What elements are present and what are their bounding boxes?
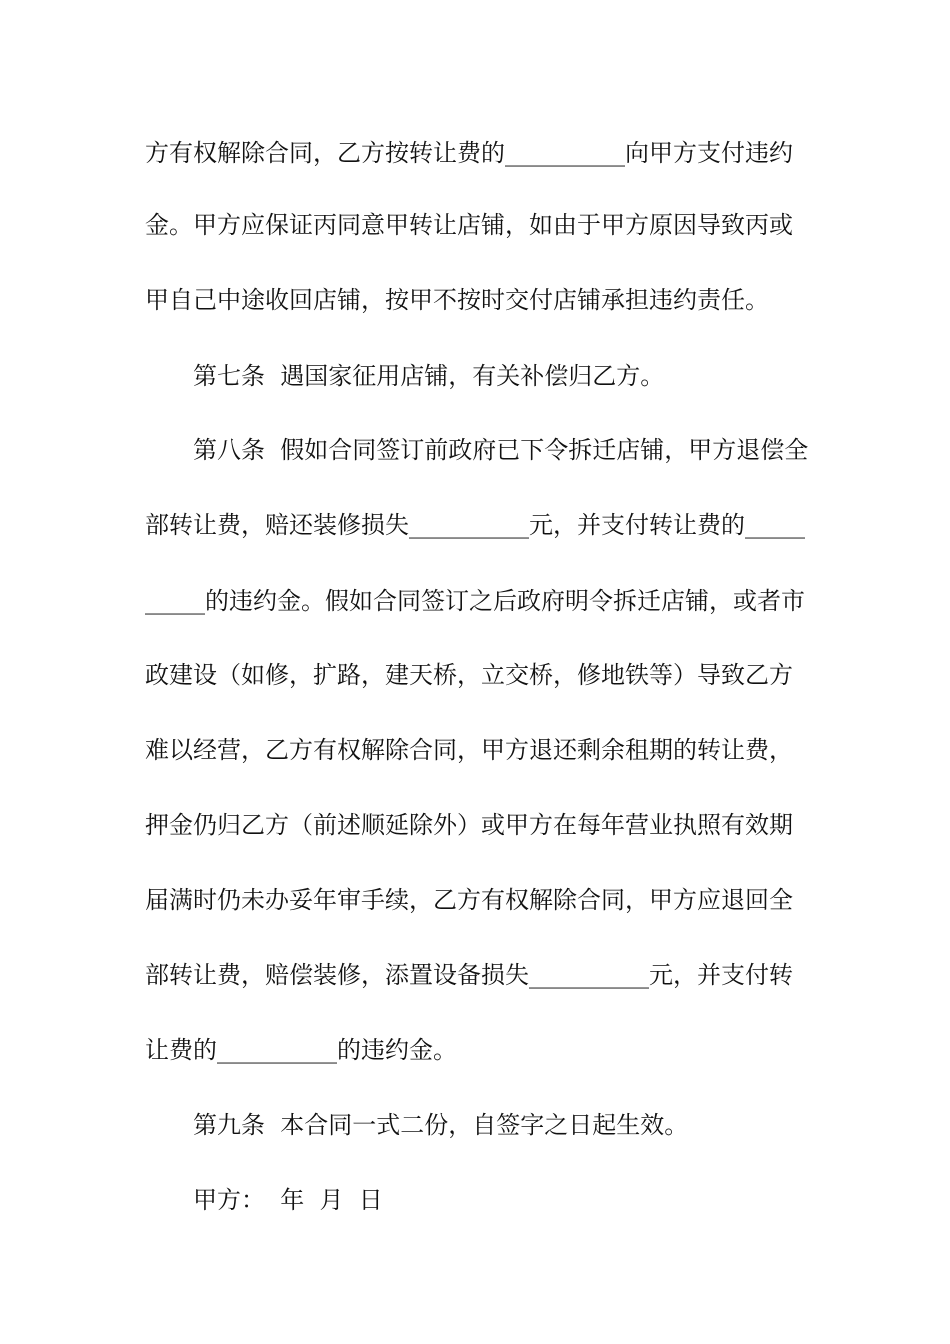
text-line-7: _____的违约金。假如合同签订之后政府明令拆迁店铺，或者市 <box>145 587 805 615</box>
text-line-9: 难以经营，乙方有权解除合同，甲方退还剩余租期的转让费， <box>145 736 793 764</box>
text-line-8: 政建设（如修，扩路，建天桥，立交桥，修地铁等）导致乙方 <box>145 661 793 689</box>
party-a-signature-line: 甲方： 年 月 日 <box>193 1186 383 1214</box>
text-line-6: 部转让费，赔还装修损失__________元，并支付转让费的_____ <box>145 511 805 539</box>
article-9: 第九条 本合同一式二份，自签字之日起生效。 <box>193 1111 689 1139</box>
text-line-2: 金。甲方应保证丙同意甲转让店铺，如由于甲方原因导致丙或 <box>145 211 793 239</box>
text-line-13: 让费的__________的违约金。 <box>145 1036 457 1064</box>
text-line-3: 甲自己中途收回店铺，按甲不按时交付店铺承担违约责任。 <box>145 286 769 314</box>
text-line-10: 押金仍归乙方（前述顺延除外）或甲方在每年营业执照有效期 <box>145 811 793 839</box>
article-8-start: 第八条 假如合同签订前政府已下令拆迁店铺，甲方退偿全 <box>193 436 809 464</box>
article-7: 第七条 遇国家征用店铺，有关补偿归乙方。 <box>193 362 665 390</box>
text-line-1: 方有权解除合同，乙方按转让费的__________向甲方支付违约 <box>145 139 793 167</box>
text-line-12: 部转让费，赔偿装修，添置设备损失__________元，并支付转 <box>145 961 793 989</box>
text-line-11: 届满时仍未办妥年审手续，乙方有权解除合同，甲方应退回全 <box>145 886 793 914</box>
